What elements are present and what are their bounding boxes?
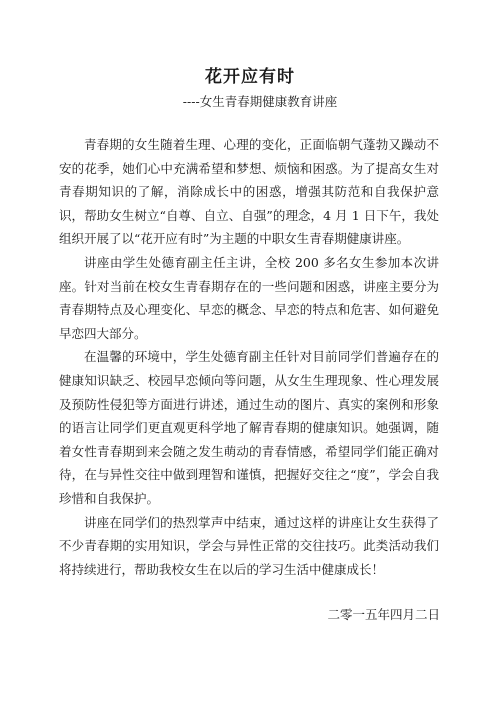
document-date: 二零一五年四月二日 <box>327 607 440 622</box>
document-body <box>59 133 439 581</box>
document-subtitle: ----女生青春期健康教育讲座 <box>182 94 338 109</box>
paragraph-conclusion: 讲座在同学们的热烈掌声中结束，通过这样的讲座让女生获得了不少青春期的实用知识，学会与异性正常的交往技巧。此类活动我们将持续进行，帮助我校女生在以后的学习生活中健康成长！ <box>59 514 439 577</box>
paragraph-intro: 青春期的女生随着生理、心理的变化，正面临朝气蓬勃又躁动不安的花季，她们心中充满希望和梦想、烦恼和困惑。为了提高女生对青春期知识的了解，消除成长中的困惑，增强其防范和自我保护意识，帮助女生树立“自尊、自立、自强”的理念，4 月 1 日下午，我处组织开展了以“花开应有时”为主题的中职女生青春期健康讲座。 <box>59 137 439 247</box>
document-title: 花开应有时 <box>205 67 295 87</box>
paragraph-content: 在温馨的环境中，学生处德育副主任针对目前同学们普遍存在的健康知识缺乏、校园早恋倾向等问题，从女生生理现象、性心理发展及预防性侵犯等方面进行讲述，通过生动的图片、真实的案例和形象的语言让同学们更直观更科学地了解青春期的健康知识。她强调，随着女性青春期到来会随之发生萌动的青春情感，希望同学们能正确对待，在与异性交往中做到理智和谨慎，把握好交往之“度”，学会自我珍惜和自我保护。 <box>59 349 439 506</box>
paragraph-speaker: 讲座由学生处德育副主任主讲，全校 200 多名女生参加本次讲座。针对当前在校女生青春期存在的一些问题和困惑，讲座主要分为青春期特点及心理变化、早恋的概念、早恋的特点和危害、如何避免早恋四大部分。 <box>59 254 439 341</box>
